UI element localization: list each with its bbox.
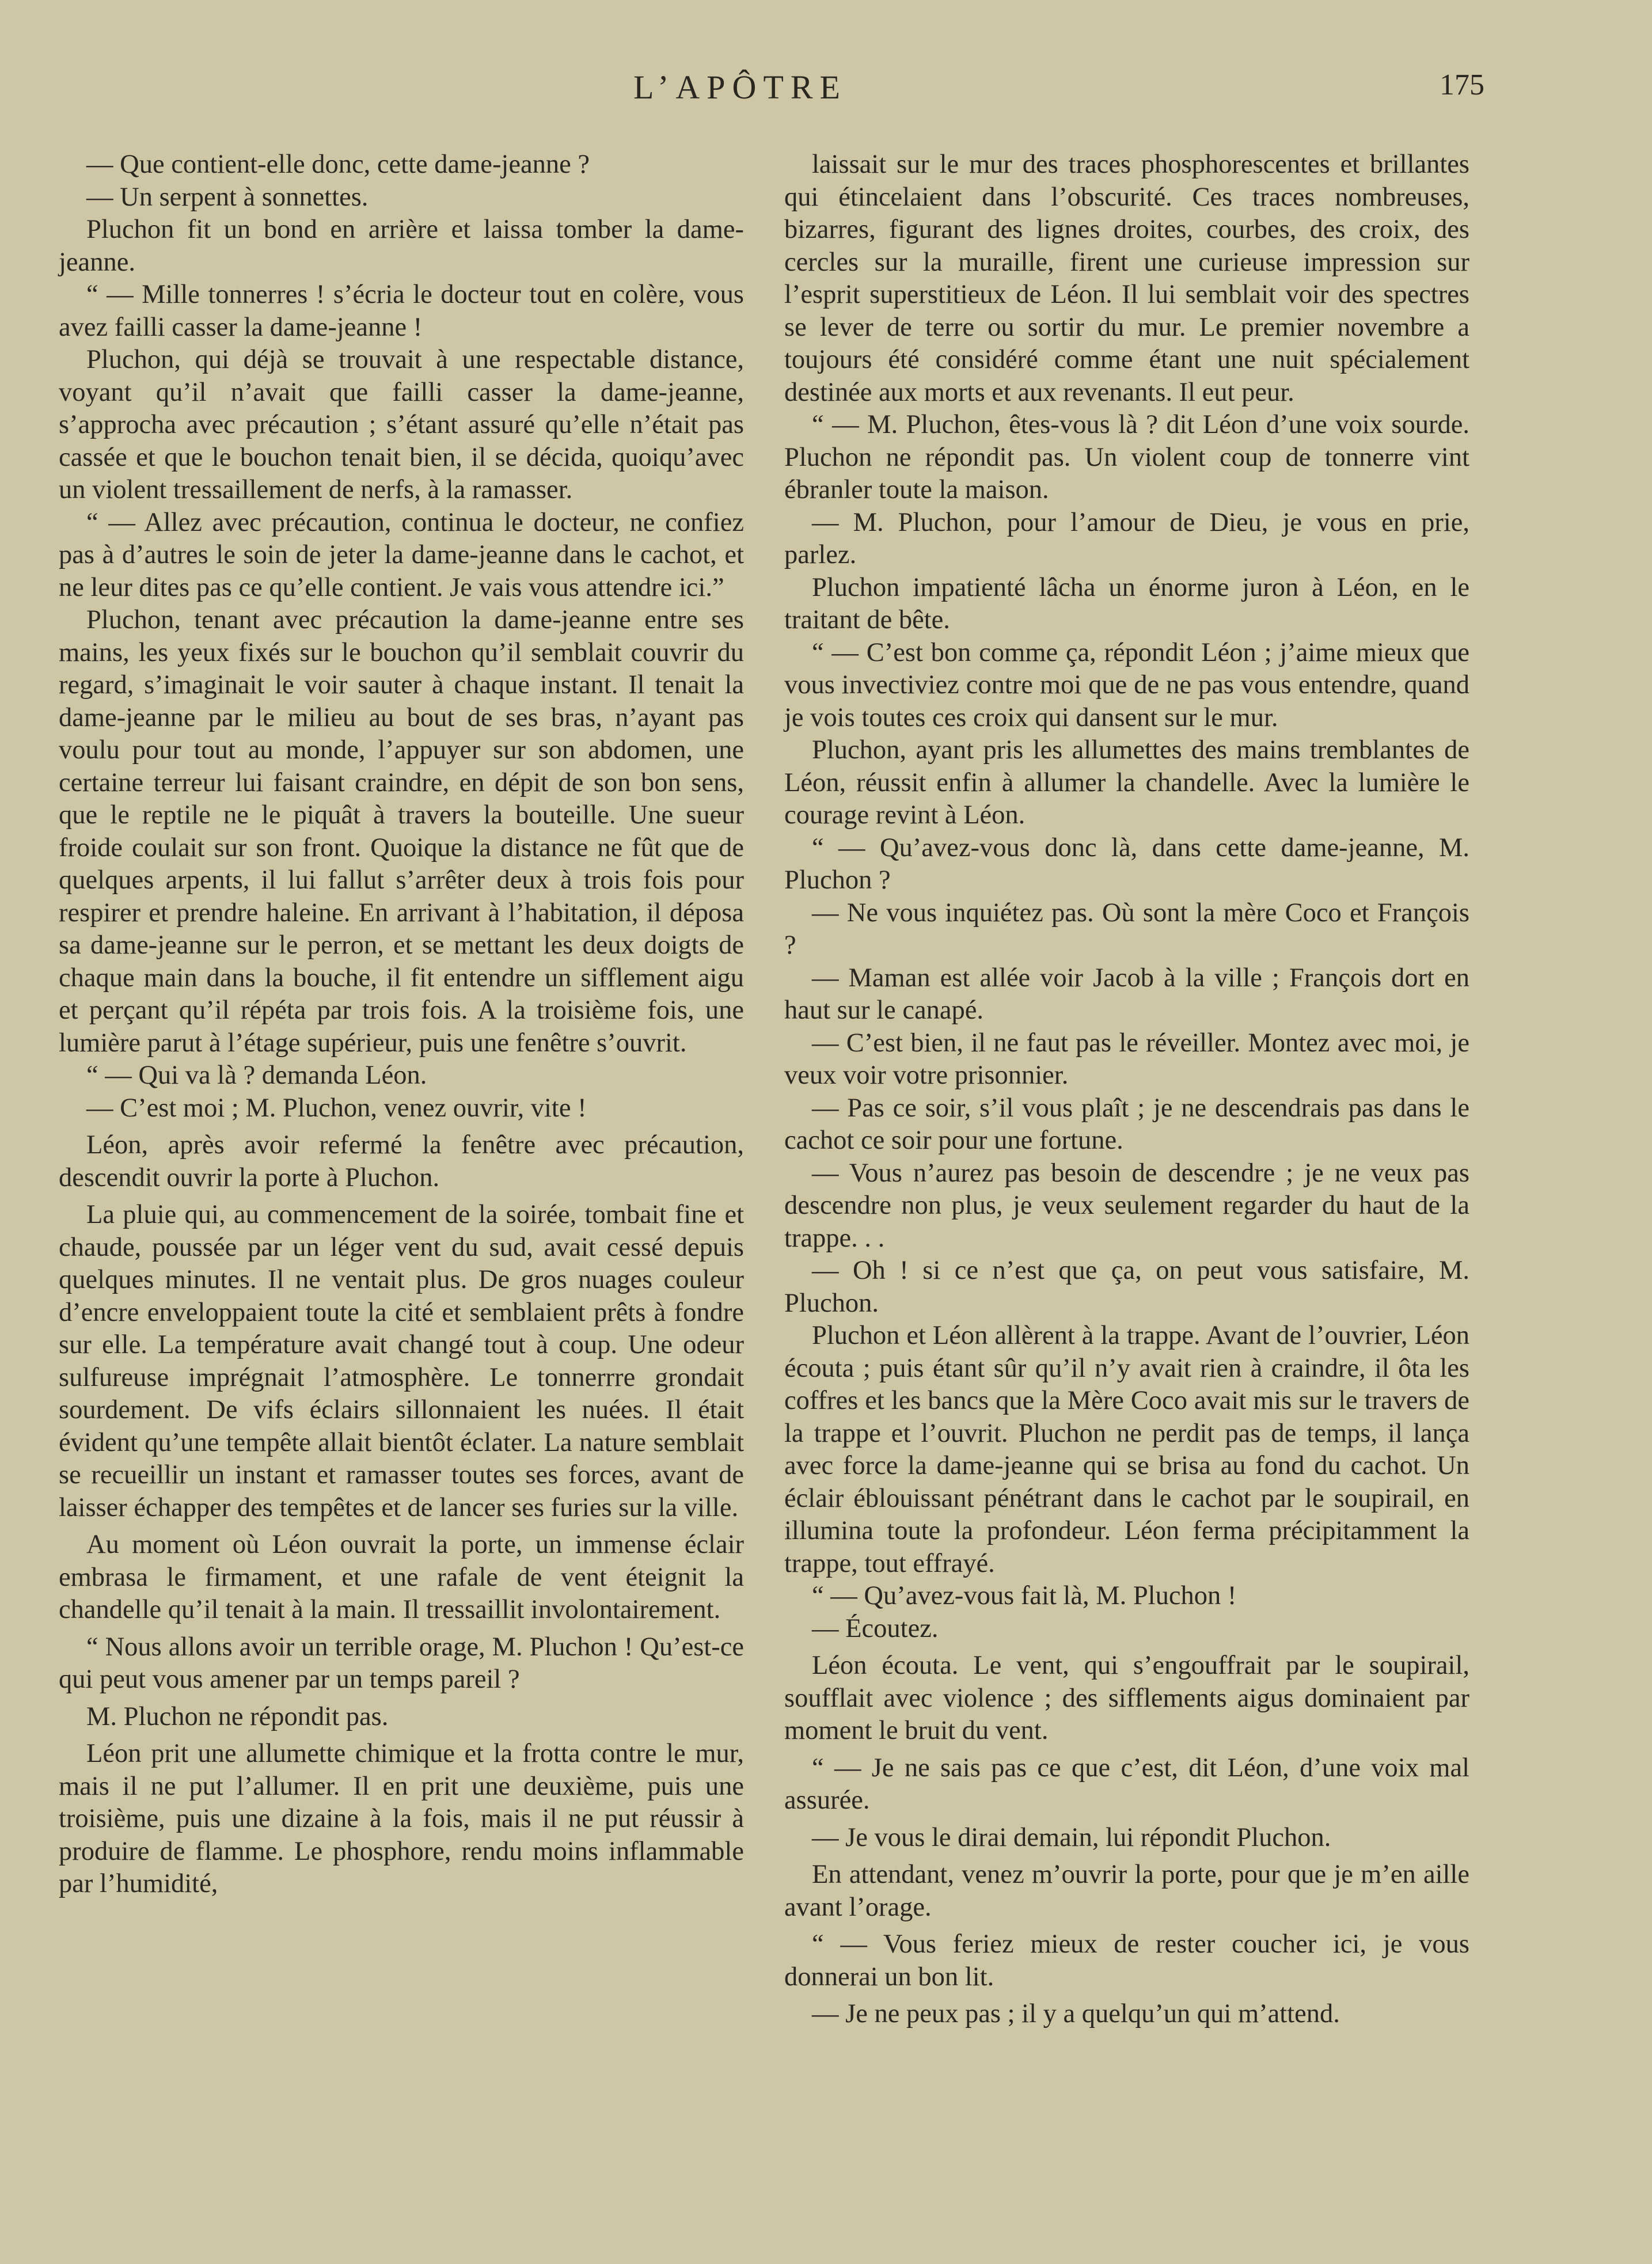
paragraph: — Que contient-elle donc, cette dame-jeanne ? <box>86 150 590 179</box>
paragraph: “ — Qu’avez-vous fait là, M. Pluchon ! <box>812 1581 1237 1610</box>
paragraph: — Je vous le dirai demain, lui répondit Pluchon. <box>812 1822 1331 1852</box>
paragraph: — C’est bien, il ne faut pas le réveiller. Montez avec moi, je veux voir votre prisonnier. <box>784 1028 1469 1090</box>
paragraph: Léon prit une allumette chimique et la frotta contre le mur, mais il ne put l’allumer. Il en prit une deuxième, puis une troisième, puis une dizaine à la fois, mais il ne put réussir à produire de flamme. Le phosphore, rendu moins inflammable par l’humidité, <box>59 1739 744 1898</box>
left-column <box>59 149 744 1901</box>
paragraph: — M. Pluchon, pour l’amour de Dieu, je vous en prie, parlez. <box>784 507 1469 569</box>
paragraph: “ — Je ne sais pas ce que c’est, dit Léon, d’une voix mal assurée. <box>784 1753 1469 1815</box>
paragraph: — Je ne peux pas ; il y a quelqu’un qui m’attend. <box>812 1999 1340 2029</box>
paragraph: Léon, après avoir refermé la fenêtre avec précaution, descendit ouvrir la porte à Pluchon. <box>59 1130 744 1192</box>
paragraph: Pluchon, qui déjà se trouvait à une respectable distance, voyant qu’il n’avait que failli casser la dame-jeanne, s’approcha avec précaution ; s’étant assuré qu’elle n’était pas cassée et que le bouchon tenait bien, il se décida, quoiqu’avec un violent tressaillement de nerfs, à la ramasser. <box>59 345 744 504</box>
paragraph: — Oh ! si ce n’est que ça, on peut vous satisfaire, M. Pluchon. <box>784 1256 1469 1318</box>
paragraph: M. Pluchon ne répondit pas. <box>86 1701 389 1731</box>
paragraph: — Maman est allée voir Jacob à la ville ; François dort en haut sur le canapé. <box>784 963 1469 1025</box>
paragraph: “ Nous allons avoir un terrible orage, M. Pluchon ! Qu’est-ce qui peut vous amener par un temps pareil ? <box>59 1632 744 1694</box>
paragraph: Au moment où Léon ouvrait la porte, un immense éclair embrasa le firmament, et une rafale de vent éteignit la chandelle qu’il tenait à la main. Il tressaillit involontairement. <box>59 1530 744 1624</box>
running-head <box>0 68 1652 114</box>
paragraph: Pluchon fit un bond en arrière et laissa tomber la dame-jeanne. <box>59 215 744 277</box>
paragraph: Pluchon et Léon allèrent à la trappe. Avant de l’ouvrier, Léon écouta ; puis étant sûr qu’il n’y avait rien à craindre, il ôta les coffres et les bancs que la Mère Coco avait mis sur le travers de la trappe et l’ouvrit. Pluchon ne perdit pas de temps, il lança avec force la dame-jeanne qui se brisa au fond du cachot. Un éclair éblouissant pénétrant dans le cachot par le soupirail, en illumina toute la profondeur. Léon ferma précipitamment la trappe, tout effrayé. <box>784 1321 1469 1578</box>
paragraph: laissait sur le mur des traces phosphorescentes et brillantes qui étincelaient dans l’obscurité. Ces traces nombreuses, bizarres, figurant des lignes droites, courbes, des croix, des cercles sur la muraille, firent une curieuse impression sur l’esprit superstitieux de Léon. Il lui semblait voir des spectres se lever de terre ou sortir du mur. Le premier novembre a toujours été considéré comme étant une nuit spécialement destinée aux morts et aux revenants. Il eut peur. <box>784 150 1469 407</box>
paragraph: — Vous n’aurez pas besoin de descendre ; je ne veux pas descendre non plus, je veux seulement regarder du haut de la trappe. . . <box>784 1158 1469 1253</box>
paragraph: “ — M. Pluchon, êtes-vous là ? dit Léon d’une voix sourde. Pluchon ne répondit pas. Un violent coup de tonnerre vint ébranler toute la maison. <box>784 410 1469 504</box>
paragraph: “ — Vous feriez mieux de rester coucher ici, je vous donnerai un bon lit. <box>784 1929 1469 1992</box>
paragraph: Léon écouta. Le vent, qui s’engouffrait par le soupirail, soufflait avec violence ; des sifflements aigus dominaient par moment le bruit du vent. <box>784 1651 1469 1745</box>
paragraph: — Écoutez. <box>812 1613 939 1643</box>
paragraph: — Pas ce soir, s’il vous plaît ; je ne descendrais pas dans le cachot ce soir pour une fortune. <box>784 1093 1469 1155</box>
paragraph: Pluchon, tenant avec précaution la dame-jeanne entre ses mains, les yeux fixés sur le bouchon qu’il semblait couvrir du regard, s’imaginait le voir sauter à chaque instant. Il tenait la dame-jeanne par le milieu au bout de ses bras, n’ayant pas voulu pour tout au monde, l’appuyer sur son abdomen, une certaine terreur lui faisant craindre, en dépit de son bon sens, que le reptile ne le piquât à travers la bouteille. Une sueur froide coulait sur son front. Quoique la distance ne fût que de quelques arpents, il lui fallut s’arrêter deux à trois fois pour respirer et prendre haleine. En arrivant à l’habitation, il déposa sa dame-jeanne sur le perron, et se mettant les deux doigts de chaque main dans la bouche, il fit entendre un sifflement aigu et perçant qu’il répéta par trois fois. A la troisième fois, une lumière parut à l’étage supérieur, puis une fenêtre s’ouvrit. <box>59 605 744 1058</box>
paragraph: Pluchon impatienté lâcha un énorme juron à Léon, en le traitant de bête. <box>784 572 1469 635</box>
page-number: 175 <box>1440 69 1484 101</box>
paragraph: “ — Allez avec précaution, continua le docteur, ne confiez pas à d’autres le soin de jeter la dame-jeanne dans le cachot, et ne leur dites pas ce qu’elle contient. Je vais vous attendre ici.” <box>59 507 744 602</box>
chapter-title: L’APÔTRE <box>633 69 847 106</box>
paragraph: — C’est moi ; M. Pluchon, venez ouvrir, vite ! <box>86 1093 587 1123</box>
paragraph: — Un serpent à sonnettes. <box>86 182 369 212</box>
paragraph: — Ne vous inquiétez pas. Où sont la mère Coco et François ? <box>784 898 1469 960</box>
paragraph: La pluie qui, au commencement de la soirée, tombait fine et chaude, poussée par un léger vent du sud, avait cessé depuis quelques minutes. Il ne ventait plus. De gros nuages couleur d’encre enveloppaient toute la cité et semblaient prêts à fondre sur elle. La température avait changé tout à coup. Une odeur sulfureuse imprégnait l’atmosphère. Le tonnerrre grondait sourdement. De vifs éclairs sillonnaient les nuées. Il était évident qu’une tempête allait bientôt éclater. La nature semblait se recueillir un instant et ramasser toutes ses forces, avant de laisser échapper des tempêtes et de lancer ses furies sur la ville. <box>59 1200 744 1522</box>
paragraph: En attendant, venez m’ouvrir la porte, pour que je m’en aille avant l’orage. <box>784 1860 1469 1922</box>
paragraph: “ — Mille tonnerres ! s’écria le docteur tout en colère, vous avez failli casser la dame-jeanne ! <box>59 280 744 342</box>
right-column <box>784 149 1469 2031</box>
paragraph: “ — C’est bon comme ça, répondit Léon ; j’aime mieux que vous invectiviez contre moi que de ne pas vous entendre, quand je vois toutes ces croix qui dansent sur le mur. <box>784 637 1469 732</box>
paragraph: Pluchon, ayant pris les allumettes des mains tremblantes de Léon, réussit enfin à allumer la chandelle. Avec la lumière le courage revint à Léon. <box>784 735 1469 830</box>
paragraph: “ — Qui va là ? demanda Léon. <box>86 1061 427 1090</box>
paragraph: “ — Qu’avez-vous donc là, dans cette dame-jeanne, M. Pluchon ? <box>784 833 1469 895</box>
